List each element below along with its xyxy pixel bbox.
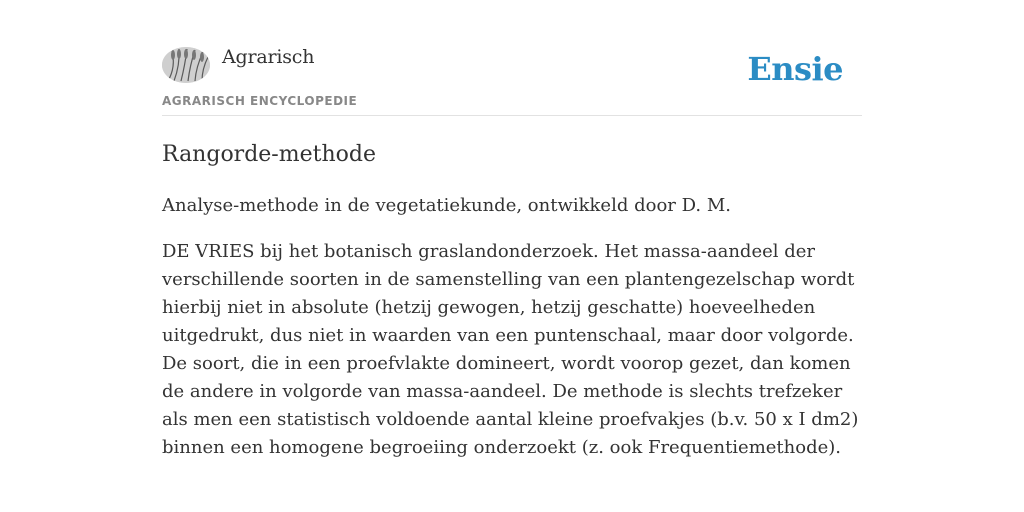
header-divider bbox=[162, 115, 862, 116]
ensie-logo-link[interactable]: Ensie bbox=[747, 50, 843, 88]
site-subtitle: AGRARISCH ENCYCLOPEDIE bbox=[162, 94, 358, 108]
article-title: Rangorde-methode bbox=[162, 142, 376, 167]
article-paragraph-2: DE VRIES bij het botanisch graslandonderzoek. Het massa-aandeel der verschillende soorten in de samenstelling van een plantengezelschap wordt hierbij niet in absolute (hetzij gewogen, hetzij geschatte) hoeveelheden uitgedrukt, dus niet in waarden van een puntenschaal, maar door volgorde. De soort, die in een proefvlakte domineert, wordt voorop gezet, dan komen de andere in volgorde van massa-aandeel. De methode is slechts trefzeker als men een statistisch voldoende aantal kleine proefvakjes (b.v. 50 x I dm2) binnen een homogene begroeiing onderzoekt (z. ook Frequentiemethode). bbox=[162, 241, 859, 458]
site-name[interactable]: Agrarisch bbox=[222, 46, 315, 68]
site-header bbox=[162, 44, 862, 116]
article-paragraph-1: Analyse-methode in de vegetatiekunde, ontwikkeld door D. M. bbox=[162, 195, 731, 216]
wheat-ears-icon[interactable] bbox=[162, 47, 210, 83]
article bbox=[162, 140, 862, 480]
